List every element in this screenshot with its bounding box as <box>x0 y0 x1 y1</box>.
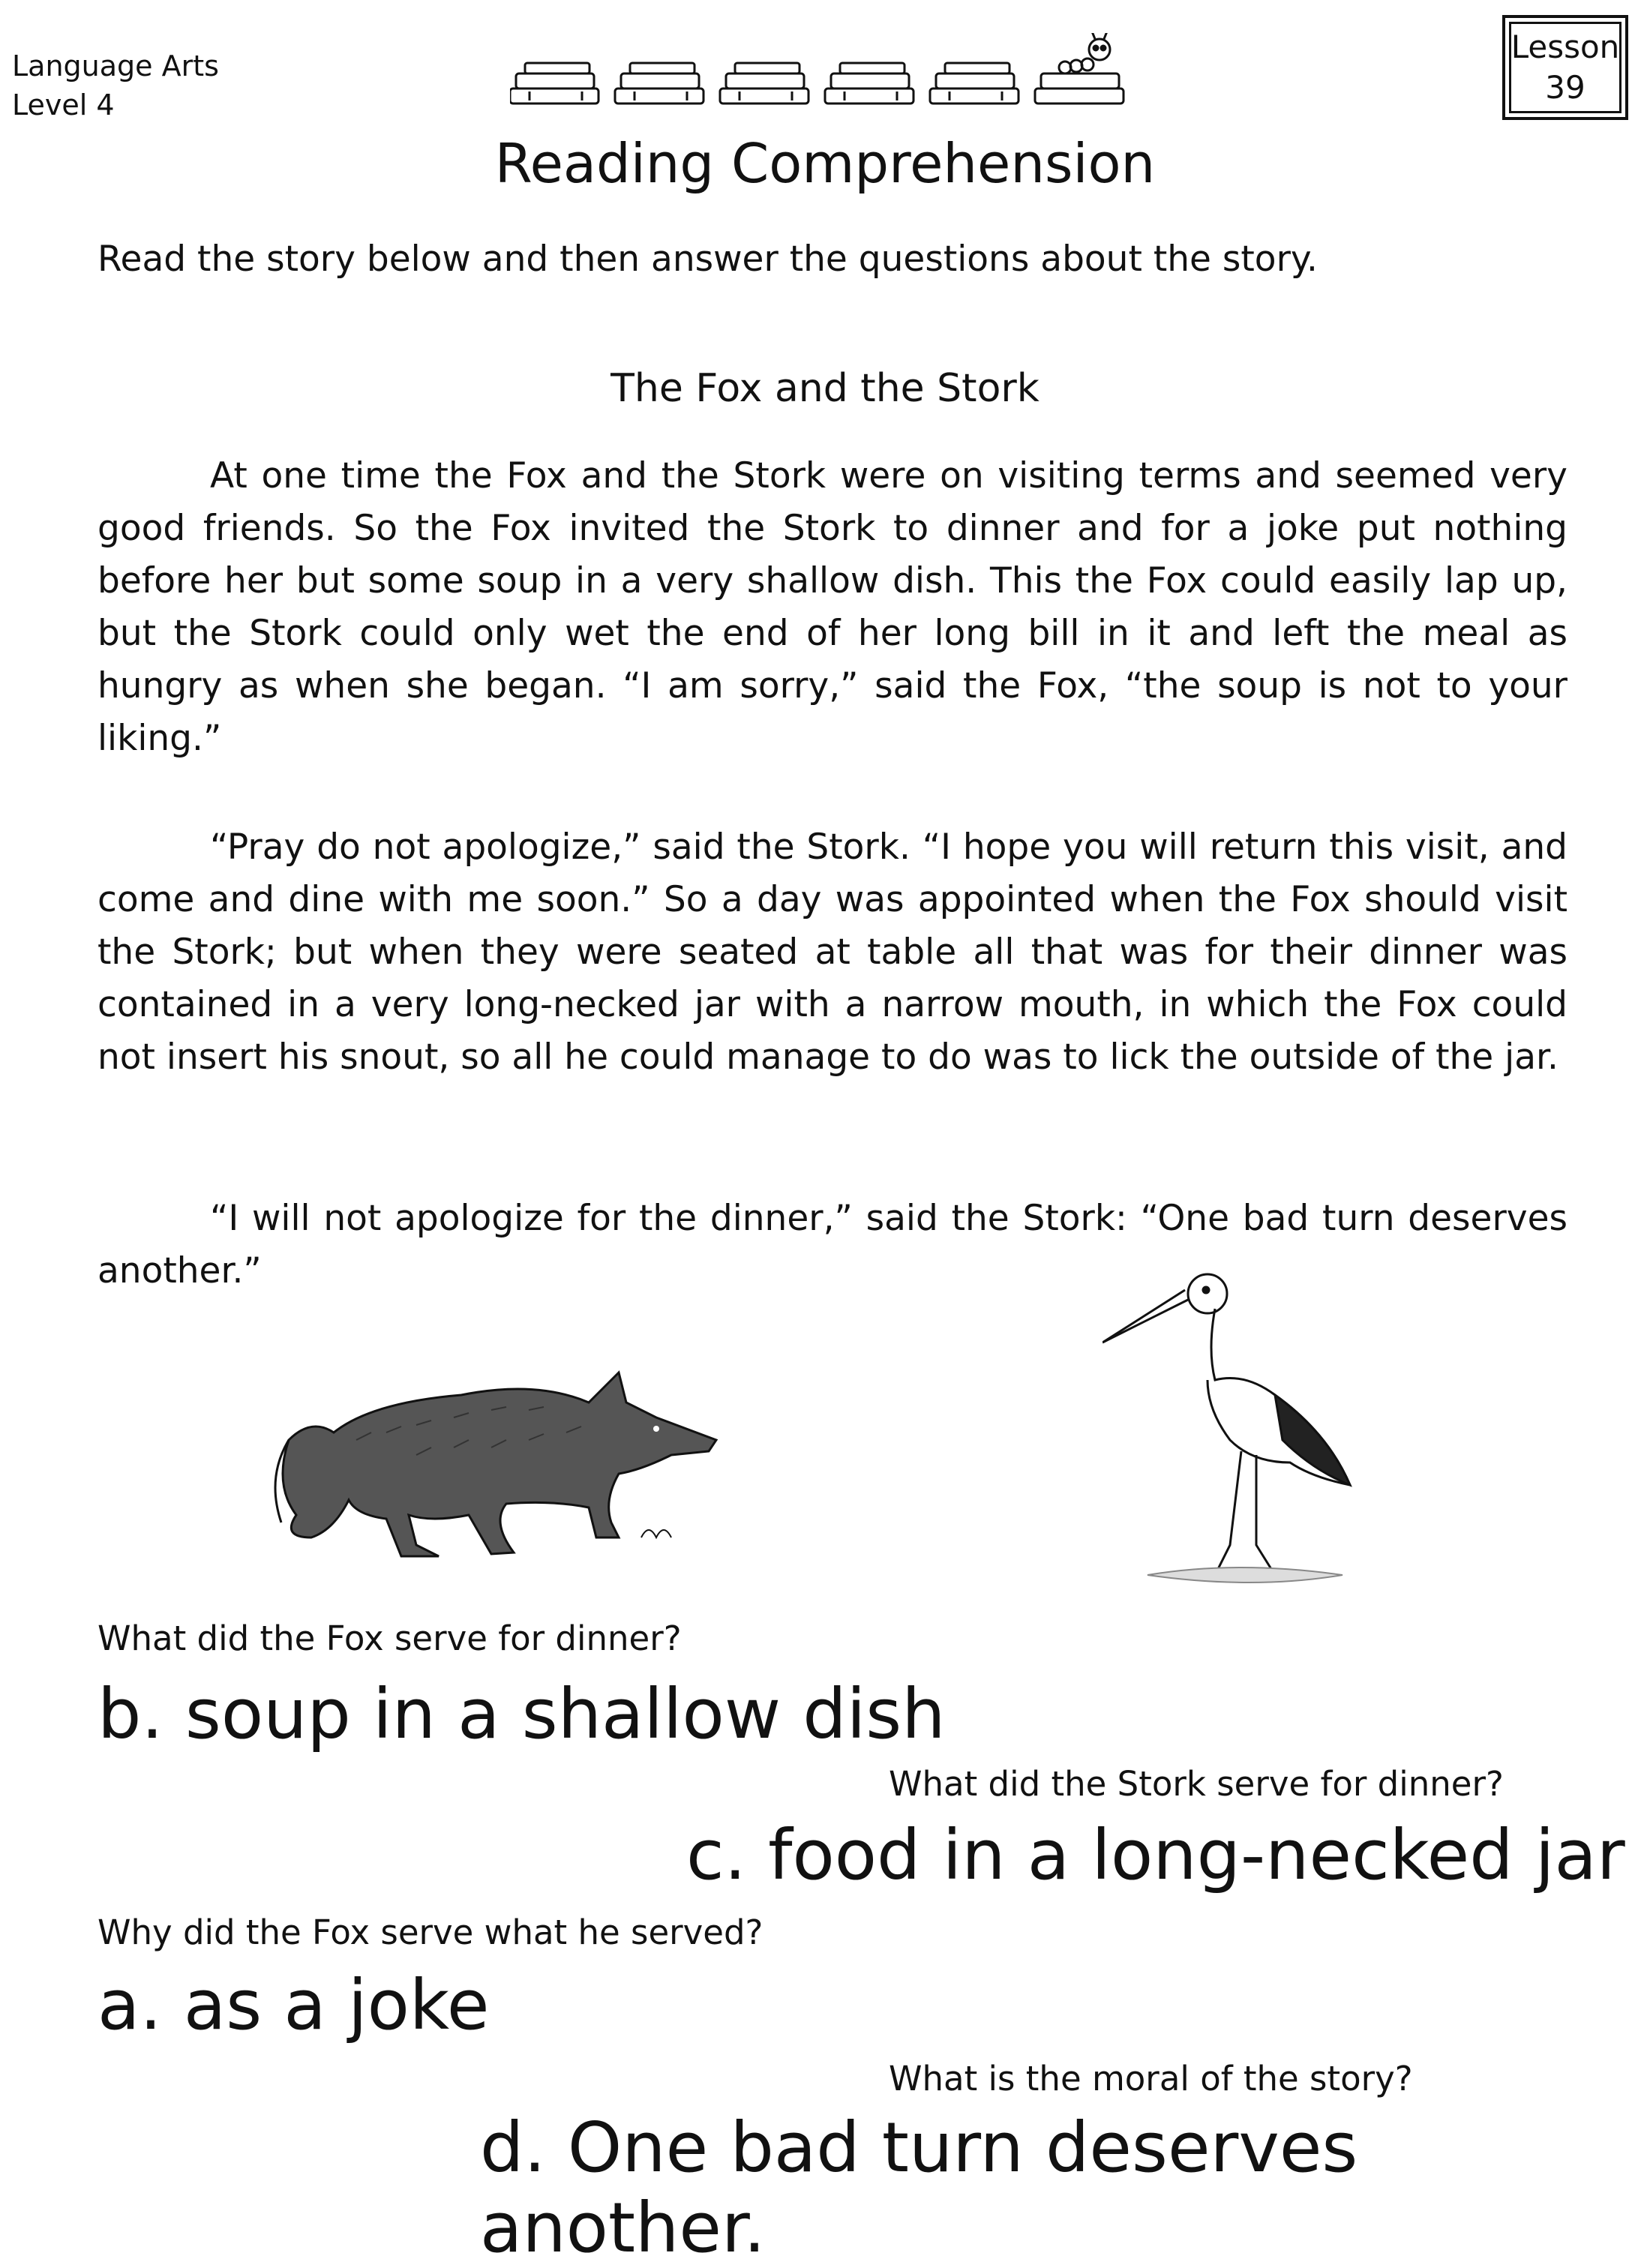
page-title: Reading Comprehension <box>494 132 1156 195</box>
subject-name: Language Arts <box>12 50 219 82</box>
lesson-label: Lesson <box>1510 28 1620 65</box>
question-1: What did the Fox serve for dinner? <box>98 1618 682 1658</box>
answer-1: b. soup in a shallow dish <box>98 1674 946 1754</box>
story-paragraph: “I will not apologize for the dinner,” said the Stork: “One bad turn deserves another.” <box>98 1198 1568 1292</box>
fox-illustration <box>266 1350 746 1575</box>
answer-2: c. food in a long-necked jar <box>686 1815 1625 1895</box>
level-name: Level 4 <box>12 88 115 122</box>
books-row-with-bookworm-icon <box>510 33 1155 116</box>
story-title: The Fox and the Stork <box>610 366 1040 411</box>
lesson-badge <box>1502 15 1628 120</box>
subject-label <box>12 46 219 124</box>
answer-3: a. as a joke <box>98 1965 490 2045</box>
question-4: What is the moral of the story? <box>889 2059 1413 2098</box>
question-3: Why did the Fox serve what he served? <box>98 1912 764 1952</box>
story-paragraph: At one time the Fox and the Stork were on visiting terms and seemed very good friends. So the Fox invited the Stork to dinner and for a joke put nothing before her but some soup in a very shallow dish. This the Fox could easily lap up, but the Stork could only wet the end of her long bill in it and left the meal as hungry as when she began. “I am sorry,” said the Fox, “the soup is not to your liking.” <box>98 455 1568 759</box>
story-paragraph: “Pray do not apologize,” said the Stork. “I hope you will return this visit, and come and dine with me soon.” So a day was appointed when the Fox should visit the Stork; but when they were seated at table all that was for their dinner was contained in a very long-necked jar with a narrow mouth, in which the Fox could not insert his snout, so all he could manage to do was to lick the outside of the jar. <box>98 826 1568 1078</box>
answer-4: d. One bad turn deserves another. <box>480 2108 1358 2268</box>
instructions: Read the story below and then answer the questions about the story. <box>98 238 1318 280</box>
question-2: What did the Stork serve for dinner? <box>889 1764 1504 1804</box>
lesson-number: 39 <box>1545 69 1586 106</box>
stork-illustration <box>1102 1260 1372 1590</box>
